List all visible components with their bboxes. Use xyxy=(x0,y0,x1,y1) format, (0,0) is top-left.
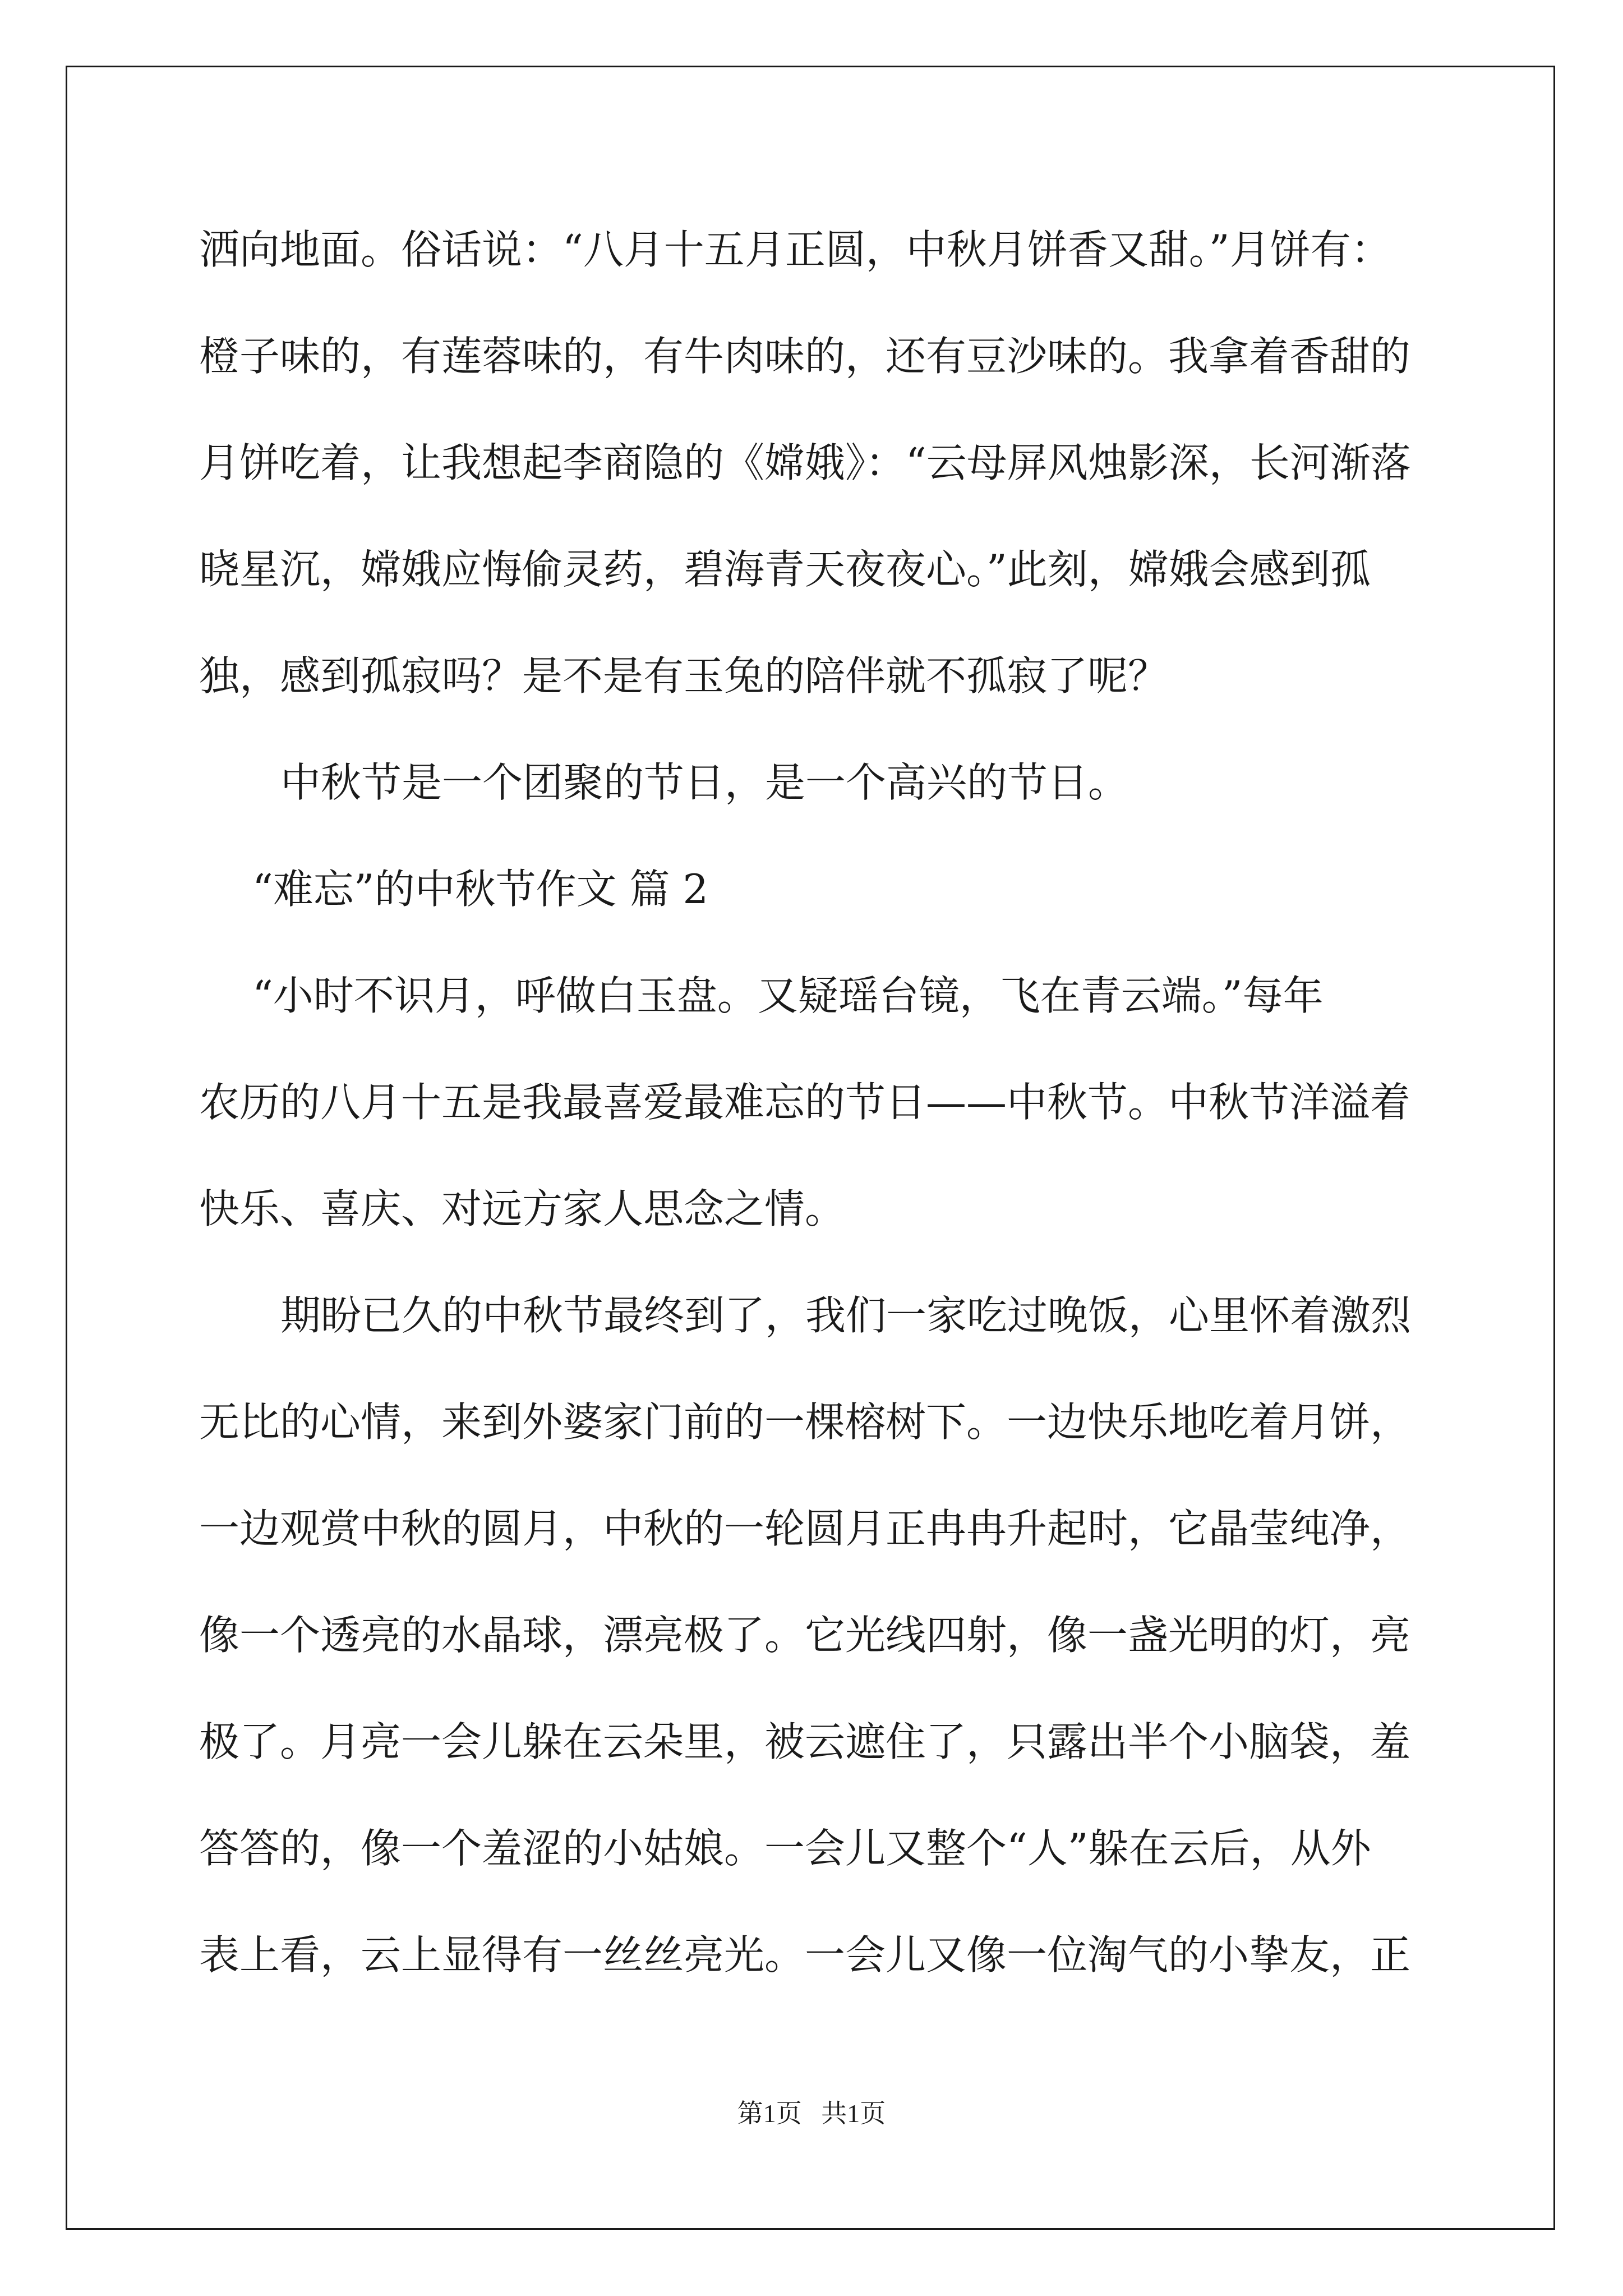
text-line: 农历的八月十五是我最喜爱最难忘的节日——中秋节。中秋节洋溢着 xyxy=(199,1079,1411,1126)
section-heading: “难忘”的中秋节作文 篇 2 xyxy=(252,866,709,913)
text-line: 洒向地面。俗话说：“八月十五月正圆，中秋月饼香又甜。”月饼有： xyxy=(199,226,1391,273)
text-line: 期盼已久的中秋节最终到了，我们一家吃过晚饭，心里怀着激烈 xyxy=(280,1292,1412,1339)
text-line: 一边观赏中秋的圆月，中秋的一轮圆月正冉冉升起时，它晶莹纯净， xyxy=(199,1505,1411,1552)
text-line: 中秋节是一个团聚的节日，是一个高兴的节日。 xyxy=(280,759,1129,806)
text-line: “小时不识月，呼做白玉盘。又疑瑶台镜，飞在青云端。”每年 xyxy=(252,972,1324,1019)
text-line: 无比的心情，来到外婆家门前的一棵榕树下。一边快乐地吃着月饼， xyxy=(199,1398,1411,1446)
text-line: 表上看，云上显得有一丝丝亮光。一会儿又像一位淘气的小挚友，正 xyxy=(199,1931,1411,1978)
text-line: 快乐、喜庆、对远方家人思念之情。 xyxy=(199,1185,846,1232)
page-number-footer: 第1页 共1页 xyxy=(737,2099,886,2128)
text-line: 像一个透亮的水晶球，漂亮极了。它光线四射，像一盏光明的灯，亮 xyxy=(199,1612,1411,1659)
text-line: 极了。月亮一会儿躲在云朵里，被云遮住了，只露出半个小脑袋，羞 xyxy=(199,1718,1411,1765)
text-line: 独，感到孤寂吗？是不是有玉兔的陪伴就不孤寂了呢？ xyxy=(199,652,1169,700)
text-line: 月饼吃着，让我想起李商隐的《嫦娥》：“云母屏风烛影深，长河渐落 xyxy=(199,439,1411,486)
text-line: 答答的，像一个羞涩的小姑娘。一会儿又整个“人”躲在云后，从外 xyxy=(199,1825,1371,1872)
text-line: 橙子味的，有莲蓉味的，有牛肉味的，还有豆沙味的。我拿着香甜的 xyxy=(199,333,1411,380)
text-line: 晓星沉，嫦娥应悔偷灵药，碧海青天夜夜心。”此刻，嫦娥会感到孤 xyxy=(199,546,1371,593)
page-border xyxy=(66,66,1555,2230)
